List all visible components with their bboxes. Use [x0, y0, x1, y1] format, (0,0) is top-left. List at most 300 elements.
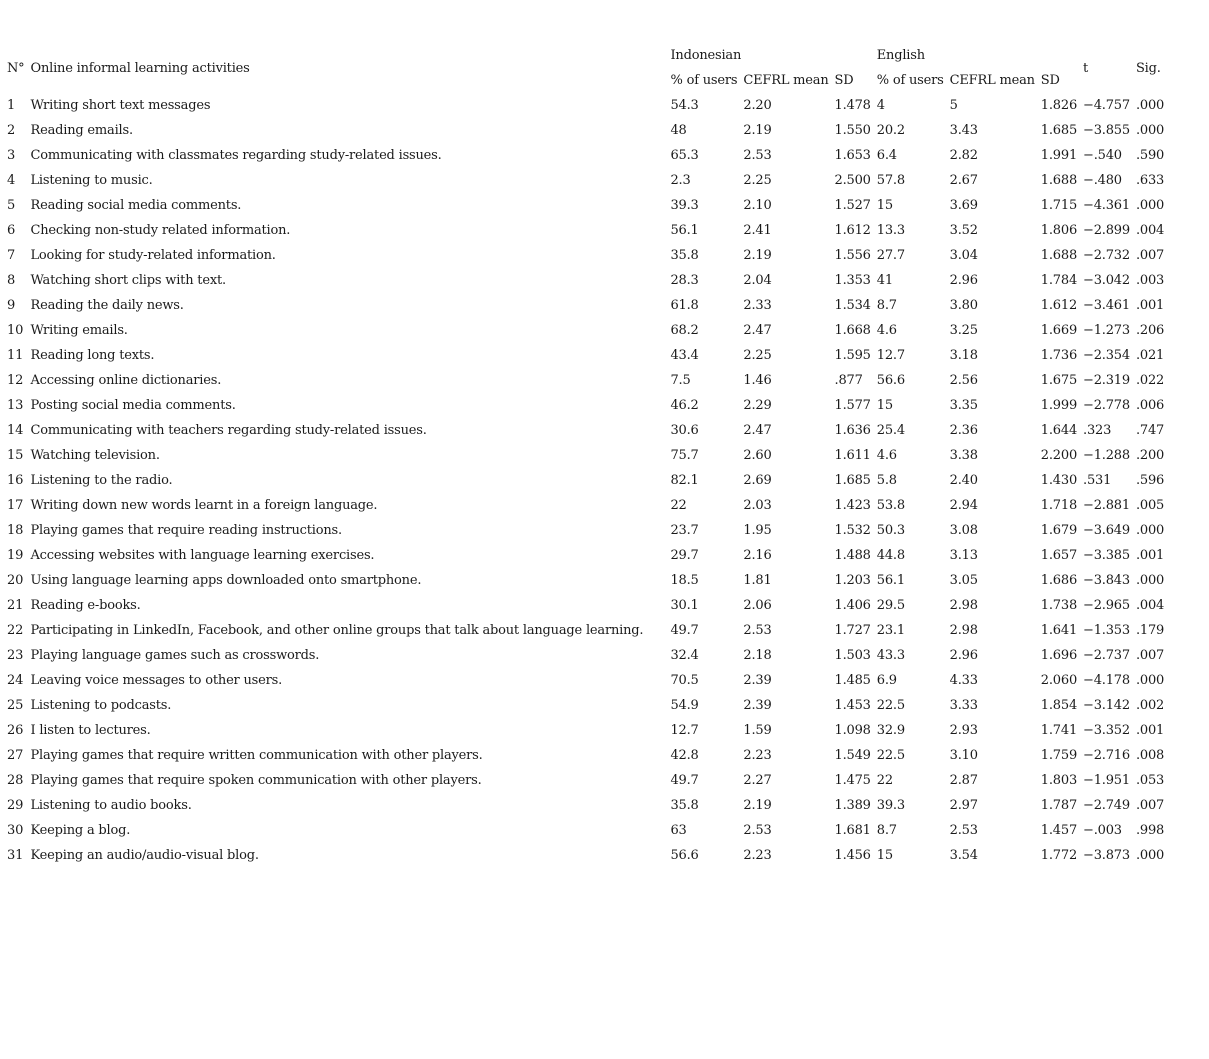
cell-en-pct-users: 15	[876, 848, 893, 863]
cell-t: −4.757	[1083, 98, 1130, 113]
cell-t: .323	[1083, 423, 1112, 438]
table-row	[5, 543, 1168, 568]
cell-activity: Reading the daily news.	[30, 298, 184, 313]
cell-number: 6	[7, 223, 16, 238]
cell-sig: .179	[1135, 623, 1165, 638]
cell-id-sd: .877	[834, 373, 863, 388]
cell-en-pct-users: 15	[876, 198, 893, 213]
cell-en-sd: 1.688	[1040, 248, 1078, 263]
cell-sig: .000	[1135, 98, 1165, 113]
header-en-cefrl-mean: CEFRL mean	[949, 73, 1035, 88]
cell-en-cefrl-mean: 3.10	[949, 748, 978, 763]
cell-id-cefrl-mean: 2.39	[743, 698, 772, 713]
cell-en-pct-users: 20.2	[876, 123, 905, 138]
cell-id-pct-users: 32.4	[670, 648, 699, 663]
cell-en-pct-users: 25.4	[876, 423, 905, 438]
cell-en-pct-users: 57.8	[876, 173, 905, 188]
header-group-indonesian: Indonesian	[670, 48, 742, 63]
cell-en-pct-users: 41	[876, 273, 893, 288]
cell-t: −.003	[1083, 823, 1122, 838]
table-row	[5, 668, 1168, 693]
cell-activity: Reading e-books.	[30, 598, 141, 613]
cell-t: −2.732	[1083, 248, 1130, 263]
cell-id-cefrl-mean: 2.10	[743, 198, 772, 213]
cell-en-sd: 1.612	[1040, 298, 1078, 313]
cell-sig: .747	[1135, 423, 1165, 438]
cell-number: 30	[7, 823, 24, 838]
cell-en-cefrl-mean: 5	[949, 98, 958, 113]
cell-en-cefrl-mean: 2.96	[949, 648, 978, 663]
cell-id-pct-users: 75.7	[670, 448, 699, 463]
cell-en-pct-users: 8.7	[876, 823, 897, 838]
cell-en-pct-users: 50.3	[876, 523, 905, 538]
cell-en-pct-users: 53.8	[876, 498, 905, 513]
cell-en-sd: 2.060	[1040, 673, 1078, 688]
cell-en-pct-users: 22.5	[876, 698, 905, 713]
cell-id-sd: 2.500	[834, 173, 871, 188]
cell-id-cefrl-mean: 1.95	[743, 523, 772, 538]
cell-id-sd: 1.423	[834, 498, 871, 513]
cell-en-cefrl-mean: 2.67	[949, 173, 978, 188]
cell-en-sd: 1.741	[1040, 723, 1078, 738]
cell-activity: Communicating with teachers regarding study-related issues.	[30, 423, 427, 438]
cell-t: −2.899	[1083, 223, 1130, 238]
cell-sig: .004	[1135, 223, 1165, 238]
cell-en-sd: 1.772	[1040, 848, 1078, 863]
cell-id-pct-users: 56.1	[670, 223, 699, 238]
cell-number: 7	[7, 248, 16, 263]
cell-en-sd: 1.738	[1040, 598, 1078, 613]
cell-t: −1.353	[1083, 623, 1130, 638]
cell-en-pct-users: 5.8	[876, 473, 897, 488]
table-header	[5, 43, 1168, 93]
cell-en-sd: 1.457	[1040, 823, 1078, 838]
cell-number: 21	[7, 598, 24, 613]
cell-number: 31	[7, 848, 24, 863]
table-body	[5, 93, 1168, 868]
table-row	[5, 568, 1168, 593]
cell-id-cefrl-mean: 1.46	[743, 373, 772, 388]
cell-sig: .003	[1135, 273, 1165, 288]
cell-t: −4.178	[1083, 673, 1130, 688]
table-row	[5, 368, 1168, 393]
header-en-sd: SD	[1040, 73, 1060, 88]
cell-en-sd: 1.991	[1040, 148, 1078, 163]
cell-id-pct-users: 35.8	[670, 248, 699, 263]
cell-id-cefrl-mean: 2.53	[743, 148, 772, 163]
cell-en-sd: 1.715	[1040, 198, 1078, 213]
cell-en-sd: 1.679	[1040, 523, 1078, 538]
cell-en-sd: 2.200	[1040, 448, 1078, 463]
cell-en-cefrl-mean: 4.33	[949, 673, 978, 688]
cell-number: 11	[7, 348, 24, 363]
cell-t: −2.716	[1083, 748, 1130, 763]
cell-id-sd: 1.098	[834, 723, 871, 738]
cell-number: 16	[7, 473, 24, 488]
cell-en-pct-users: 4	[876, 98, 885, 113]
cell-id-sd: 1.456	[834, 848, 871, 863]
cell-en-sd: 1.685	[1040, 123, 1078, 138]
cell-t: −2.354	[1083, 348, 1130, 363]
cell-number: 15	[7, 448, 24, 463]
cell-id-cefrl-mean: 2.03	[743, 498, 772, 513]
cell-sig: .008	[1135, 748, 1165, 763]
cell-number: 12	[7, 373, 24, 388]
cell-activity: Playing games that require written communication with other players.	[30, 748, 483, 763]
table-row	[5, 443, 1168, 468]
header-group-english: English	[876, 48, 925, 63]
cell-t: −3.873	[1083, 848, 1130, 863]
cell-number: 29	[7, 798, 24, 813]
table-row	[5, 693, 1168, 718]
cell-id-pct-users: 42.8	[670, 748, 699, 763]
cell-id-cefrl-mean: 2.33	[743, 298, 772, 313]
cell-en-cefrl-mean: 2.98	[949, 598, 978, 613]
cell-sig: .053	[1135, 773, 1165, 788]
cell-sig: .001	[1135, 548, 1165, 563]
cell-en-sd: 1.669	[1040, 323, 1078, 338]
cell-activity: Using language learning apps downloaded onto smartphone.	[30, 573, 422, 588]
cell-id-cefrl-mean: 2.23	[743, 748, 772, 763]
header-id-pct-users: % of users	[670, 73, 738, 88]
cell-activity: Writing short text messages	[30, 98, 211, 113]
cell-number: 26	[7, 723, 24, 738]
cell-t: −3.042	[1083, 273, 1130, 288]
cell-number: 18	[7, 523, 24, 538]
cell-id-cefrl-mean: 2.25	[743, 173, 772, 188]
cell-activity: Listening to music.	[30, 173, 153, 188]
table-row	[5, 643, 1168, 668]
cell-id-sd: 1.611	[834, 448, 871, 463]
cell-id-cefrl-mean: 2.47	[743, 323, 772, 338]
cell-en-cefrl-mean: 2.94	[949, 498, 978, 513]
cell-id-sd: 1.203	[834, 573, 871, 588]
cell-id-pct-users: 61.8	[670, 298, 699, 313]
cell-id-sd: 1.527	[834, 198, 871, 213]
cell-sig: .000	[1135, 848, 1165, 863]
cell-en-pct-users: 22	[876, 773, 893, 788]
cell-id-cefrl-mean: 2.53	[743, 823, 772, 838]
cell-en-cefrl-mean: 2.87	[949, 773, 978, 788]
cell-en-sd: 1.803	[1040, 773, 1078, 788]
table-row	[5, 793, 1168, 818]
cell-sig: .000	[1135, 673, 1165, 688]
table-row	[5, 768, 1168, 793]
table-row	[5, 718, 1168, 743]
cell-id-pct-users: 2.3	[670, 173, 691, 188]
cell-en-cefrl-mean: 2.96	[949, 273, 978, 288]
cell-id-cefrl-mean: 2.18	[743, 648, 772, 663]
cell-en-pct-users: 43.3	[876, 648, 905, 663]
cell-id-sd: 1.353	[834, 273, 871, 288]
cell-number: 17	[7, 498, 24, 513]
cell-en-cefrl-mean: 3.33	[949, 698, 978, 713]
cell-number: 24	[7, 673, 24, 688]
cell-sig: .000	[1135, 523, 1165, 538]
cell-sig: .000	[1135, 123, 1165, 138]
cell-en-cefrl-mean: 3.25	[949, 323, 978, 338]
table-row	[5, 618, 1168, 643]
activities-table	[5, 43, 1168, 868]
cell-en-sd: 1.696	[1040, 648, 1078, 663]
table-row	[5, 243, 1168, 268]
cell-t: −2.881	[1083, 498, 1130, 513]
table-row	[5, 168, 1168, 193]
cell-id-pct-users: 82.1	[670, 473, 699, 488]
cell-activity: Watching short clips with text.	[30, 273, 226, 288]
cell-en-cefrl-mean: 2.56	[949, 373, 978, 388]
table-row	[5, 818, 1168, 843]
cell-sig: .006	[1135, 398, 1165, 413]
cell-activity: Accessing websites with language learning exercises.	[30, 548, 375, 563]
cell-en-pct-users: 29.5	[876, 598, 905, 613]
cell-en-pct-users: 13.3	[876, 223, 905, 238]
cell-activity: Playing language games such as crosswords.	[30, 648, 320, 663]
cell-activity: Playing games that require reading instructions.	[30, 523, 342, 538]
cell-id-sd: 1.485	[834, 673, 871, 688]
cell-en-pct-users: 23.1	[876, 623, 905, 638]
cell-en-cefrl-mean: 3.35	[949, 398, 978, 413]
cell-id-sd: 1.595	[834, 348, 871, 363]
cell-id-cefrl-mean: 1.59	[743, 723, 772, 738]
cell-id-pct-users: 39.3	[670, 198, 699, 213]
cell-t: −3.352	[1083, 723, 1130, 738]
cell-en-cefrl-mean: 3.52	[949, 223, 978, 238]
header-en-pct-users: % of users	[876, 73, 944, 88]
cell-id-pct-users: 56.6	[670, 848, 699, 863]
cell-t: −2.749	[1083, 798, 1130, 813]
cell-t: .531	[1083, 473, 1112, 488]
cell-number: 22	[7, 623, 24, 638]
cell-sig: .007	[1135, 798, 1165, 813]
table-row	[5, 118, 1168, 143]
cell-id-sd: 1.550	[834, 123, 871, 138]
cell-activity: Communicating with classmates regarding study-related issues.	[30, 148, 442, 163]
cell-id-cefrl-mean: 2.41	[743, 223, 772, 238]
cell-activity: Writing down new words learnt in a foreign language.	[30, 498, 378, 513]
cell-id-sd: 1.685	[834, 473, 871, 488]
cell-en-pct-users: 6.4	[876, 148, 897, 163]
cell-en-pct-users: 39.3	[876, 798, 905, 813]
cell-id-pct-users: 12.7	[670, 723, 699, 738]
cell-id-cefrl-mean: 2.69	[743, 473, 772, 488]
cell-number: 27	[7, 748, 24, 763]
cell-activity: Reading social media comments.	[30, 198, 242, 213]
cell-number: 9	[7, 298, 16, 313]
cell-number: 5	[7, 198, 16, 213]
cell-number: 23	[7, 648, 24, 663]
cell-en-cefrl-mean: 3.69	[949, 198, 978, 213]
header-sig: Sig.	[1135, 60, 1161, 76]
cell-en-pct-users: 44.8	[876, 548, 905, 563]
cell-id-pct-users: 43.4	[670, 348, 699, 363]
cell-id-cefrl-mean: 2.06	[743, 598, 772, 613]
cell-activity: Playing games that require spoken communication with other players.	[30, 773, 482, 788]
table-row	[5, 518, 1168, 543]
cell-en-cefrl-mean: 3.18	[949, 348, 978, 363]
cell-en-sd: 1.854	[1040, 698, 1078, 713]
cell-activity: Participating in LinkedIn, Facebook, and other online groups that talk about language learning.	[30, 623, 644, 638]
cell-t: −1.951	[1083, 773, 1130, 788]
header-id-sd: SD	[834, 73, 854, 88]
cell-sig: .007	[1135, 248, 1165, 263]
cell-id-pct-users: 48	[670, 123, 687, 138]
cell-en-sd: 1.787	[1040, 798, 1078, 813]
cell-id-sd: 1.612	[834, 223, 871, 238]
cell-id-sd: 1.406	[834, 598, 871, 613]
cell-activity: Listening to audio books.	[30, 798, 192, 813]
cell-id-pct-users: 54.3	[670, 98, 699, 113]
cell-number: 8	[7, 273, 16, 288]
cell-sig: .001	[1135, 298, 1165, 313]
cell-id-pct-users: 63	[670, 823, 687, 838]
cell-activity: Leaving voice messages to other users.	[30, 673, 283, 688]
cell-id-pct-users: 23.7	[670, 523, 699, 538]
cell-id-pct-users: 35.8	[670, 798, 699, 813]
cell-t: −1.273	[1083, 323, 1130, 338]
table-row	[5, 743, 1168, 768]
cell-id-sd: 1.475	[834, 773, 871, 788]
cell-id-pct-users: 65.3	[670, 148, 699, 163]
cell-activity: I listen to lectures.	[30, 723, 151, 738]
cell-t: −3.855	[1083, 123, 1130, 138]
cell-id-cefrl-mean: 2.53	[743, 623, 772, 638]
cell-id-cefrl-mean: 2.39	[743, 673, 772, 688]
cell-id-sd: 1.668	[834, 323, 871, 338]
cell-en-cefrl-mean: 3.38	[949, 448, 978, 463]
cell-activity: Accessing online dictionaries.	[30, 373, 222, 388]
cell-activity: Keeping an audio/audio-visual blog.	[30, 848, 259, 863]
cell-id-sd: 1.636	[834, 423, 871, 438]
table-row	[5, 93, 1168, 118]
cell-en-pct-users: 56.1	[876, 573, 905, 588]
cell-activity: Writing emails.	[30, 323, 128, 338]
cell-activity: Reading long texts.	[30, 348, 155, 363]
table-row	[5, 393, 1168, 418]
cell-en-sd: 1.999	[1040, 398, 1078, 413]
cell-en-sd: 1.657	[1040, 548, 1078, 563]
cell-en-cefrl-mean: 2.98	[949, 623, 978, 638]
cell-sig: .000	[1135, 573, 1165, 588]
cell-en-sd: 1.686	[1040, 573, 1078, 588]
cell-sig: .001	[1135, 723, 1165, 738]
cell-en-cefrl-mean: 3.80	[949, 298, 978, 313]
cell-id-cefrl-mean: 2.23	[743, 848, 772, 863]
cell-id-pct-users: 18.5	[670, 573, 699, 588]
table-row	[5, 493, 1168, 518]
table-row	[5, 268, 1168, 293]
cell-activity: Keeping a blog.	[30, 823, 131, 838]
cell-t: −2.778	[1083, 398, 1130, 413]
cell-id-pct-users: 29.7	[670, 548, 699, 563]
cell-t: −2.319	[1083, 373, 1130, 388]
cell-activity: Listening to the radio.	[30, 473, 173, 488]
cell-activity: Looking for study-related information.	[30, 248, 276, 263]
cell-en-sd: 1.675	[1040, 373, 1078, 388]
cell-id-pct-users: 7.5	[670, 373, 691, 388]
cell-number: 2	[7, 123, 16, 138]
cell-id-cefrl-mean: 2.25	[743, 348, 772, 363]
cell-id-sd: 1.534	[834, 298, 871, 313]
cell-en-sd: 1.736	[1040, 348, 1078, 363]
table-row	[5, 318, 1168, 343]
cell-id-sd: 1.389	[834, 798, 871, 813]
cell-en-cefrl-mean: 3.08	[949, 523, 978, 538]
cell-id-cefrl-mean: 2.29	[743, 398, 772, 413]
cell-id-sd: 1.549	[834, 748, 871, 763]
cell-id-pct-users: 49.7	[670, 623, 699, 638]
cell-sig: .590	[1135, 148, 1165, 163]
cell-id-pct-users: 54.9	[670, 698, 699, 713]
cell-number: 3	[7, 148, 16, 163]
cell-sig: .021	[1135, 348, 1165, 363]
cell-id-sd: 1.556	[834, 248, 871, 263]
cell-en-pct-users: 22.5	[876, 748, 905, 763]
cell-id-cefrl-mean: 2.60	[743, 448, 772, 463]
cell-number: 4	[7, 173, 16, 188]
cell-id-pct-users: 46.2	[670, 398, 699, 413]
cell-en-pct-users: 32.9	[876, 723, 905, 738]
cell-id-sd: 1.453	[834, 698, 871, 713]
table-row	[5, 593, 1168, 618]
header-activity: Online informal learning activities	[30, 60, 250, 76]
cell-sig: .022	[1135, 373, 1165, 388]
cell-id-sd: 1.577	[834, 398, 871, 413]
header-id-cefrl-mean: CEFRL mean	[743, 73, 829, 88]
cell-en-pct-users: 56.6	[876, 373, 905, 388]
cell-en-cefrl-mean: 3.13	[949, 548, 978, 563]
cell-id-cefrl-mean: 2.19	[743, 798, 772, 813]
cell-id-pct-users: 22	[670, 498, 687, 513]
table-row	[5, 468, 1168, 493]
cell-en-cefrl-mean: 3.04	[949, 248, 978, 263]
cell-id-sd: 1.653	[834, 148, 871, 163]
cell-number: 20	[7, 573, 24, 588]
cell-en-pct-users: 27.7	[876, 248, 905, 263]
cell-id-sd: 1.488	[834, 548, 871, 563]
cell-en-sd: 1.806	[1040, 223, 1078, 238]
cell-t: −3.649	[1083, 523, 1130, 538]
cell-en-cefrl-mean: 2.53	[949, 823, 978, 838]
cell-sig: .206	[1135, 323, 1165, 338]
cell-en-cefrl-mean: 2.40	[949, 473, 978, 488]
cell-id-sd: 1.532	[834, 523, 871, 538]
cell-number: 19	[7, 548, 24, 563]
cell-t: −1.288	[1083, 448, 1130, 463]
cell-en-sd: 1.430	[1040, 473, 1078, 488]
table-row	[5, 193, 1168, 218]
cell-en-sd: 1.641	[1040, 623, 1078, 638]
cell-id-cefrl-mean: 2.16	[743, 548, 772, 563]
cell-activity: Listening to podcasts.	[30, 698, 172, 713]
header-number: N°	[7, 60, 25, 76]
cell-sig: .004	[1135, 598, 1165, 613]
cell-activity: Reading emails.	[30, 123, 133, 138]
cell-id-sd: 1.681	[834, 823, 871, 838]
cell-id-pct-users: 30.1	[670, 598, 699, 613]
cell-id-cefrl-mean: 2.27	[743, 773, 772, 788]
cell-id-sd: 1.478	[834, 98, 871, 113]
cell-id-pct-users: 28.3	[670, 273, 699, 288]
cell-number: 28	[7, 773, 24, 788]
cell-id-pct-users: 30.6	[670, 423, 699, 438]
cell-sig: .007	[1135, 648, 1165, 663]
cell-t: −3.461	[1083, 298, 1130, 313]
cell-t: −.540	[1083, 148, 1122, 163]
cell-en-pct-users: 8.7	[876, 298, 897, 313]
cell-t: −.480	[1083, 173, 1122, 188]
cell-id-cefrl-mean: 2.47	[743, 423, 772, 438]
